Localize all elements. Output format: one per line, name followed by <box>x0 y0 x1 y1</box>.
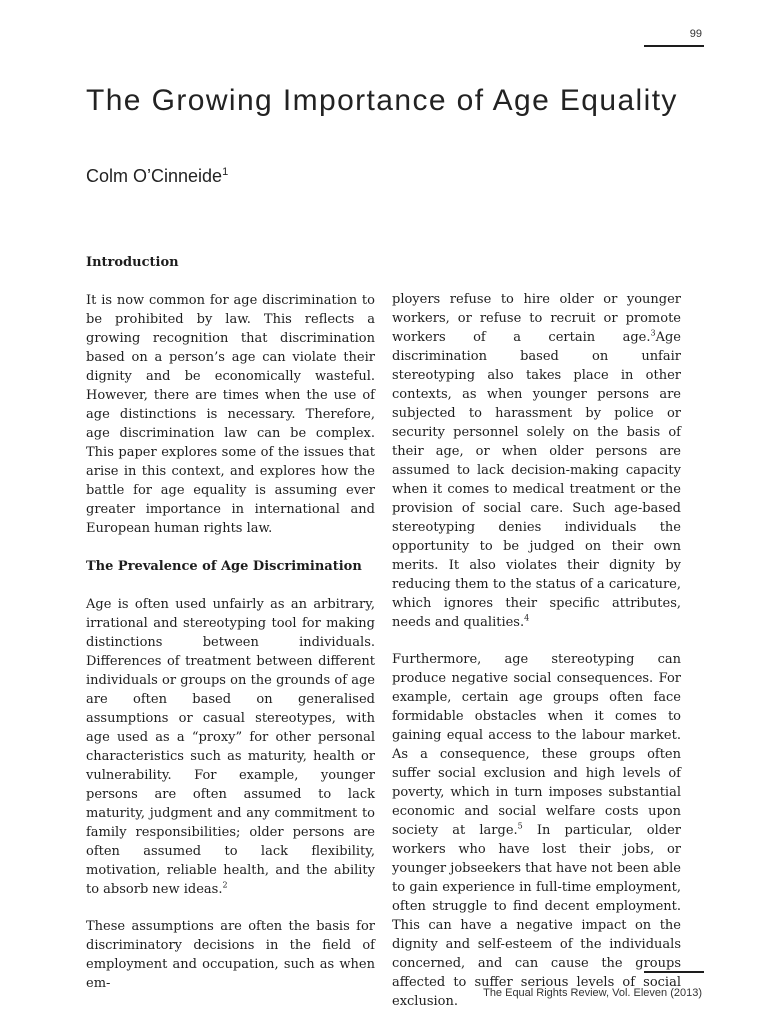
paragraph-prevalence <box>86 595 375 899</box>
paragraph-assumptions: These assumptions are often the basis for discriminatory decisions in the field of employment and occupation, such as when em- <box>86 919 375 991</box>
paragraph-intro: It is now common for age discrimination to be prohibited by law. This reflects a growing recognition that discrimination based on a person’s age can violate their dignity and be economically wasteful. However, there are times when the use of age distinctions is necessary. Therefore, age discrimination law can be complex. This paper explores some of the issues that arise in this context, and explores how the battle for age equality is assuming ever greater importance in international and European human rights law. <box>86 293 375 536</box>
footnote-marker-3: 3 <box>650 328 656 338</box>
heading-prevalence: The Prevalence of Age Discrimination <box>86 559 362 574</box>
paragraph-consequences <box>392 650 681 1011</box>
footnote-marker-2: 2 <box>222 880 228 890</box>
footnote-marker-5: 5 <box>517 821 523 831</box>
heading-introduction: Introduction <box>86 255 179 270</box>
paragraph-stereotyping-text-a: ployers refuse to hire older or younger workers, or refuse to recruit or promote workers of a certain age. <box>392 292 681 345</box>
paragraph-prevalence-text: Age is often used unfairly as an arbitrary, irrational and stereotyping tool for making distinctions between individuals. Differences of treatment between different individuals or groups on the grounds of age are often based on generalised assumptions or casual stereotypes, with age used as a “proxy” for other personal characteristics such as maturity, health or vulnerability. For example, younger persons are often assumed to lack maturity, judgment and any commitment to family responsibilities; older persons are often assumed to lack flexibility, motivation, reliable health, and the ability to absorb new ideas. <box>86 597 375 897</box>
article-author <box>86 166 228 187</box>
paragraph-stereotyping <box>392 290 681 632</box>
footnote-marker-4: 4 <box>524 613 530 623</box>
paragraph-consequences-text-b: In particular, older workers who have lost their jobs, or younger jobseekers that have not been able to gain experience in full-time employment, often struggle to find decent employment. This can have a negative impact on the dignity and self-esteem of the individuals concerned, and can cause the groups affected to suffer serious levels of social exclusion. <box>392 823 681 1009</box>
paragraph-stereotyping-text-b: Age discrimination based on unfair stereotyping also takes place in other contexts, as when younger persons are subjected to harassment by police or security personnel solely on the basis of their age, or when older persons are assumed to lack decision-making capacity when it comes to medical treatment or the provision of social care. Such age-based stereotyping denies individuals the opportunity to be judged on their own merits. It also violates their dignity by reducing them to the status of a caricature, which ignores their specific attributes, needs and qualities. <box>392 330 681 630</box>
author-name: Colm O’Cinneide <box>86 166 223 186</box>
paragraph-consequences-text-a: Furthermore, age stereotyping can produce negative social consequences. For example, certain age groups often face formidable obstacles when it comes to gaining equal access to the labour market. As a consequence, these groups often suffer social exclusion and high levels of poverty, which in turn imposes substantial economic and social welfare costs upon society at large. <box>392 652 681 838</box>
footer-rule <box>644 971 704 973</box>
author-footnote-marker: 1 <box>222 166 229 178</box>
footer-journal: The Equal Rights Review, Vol. Eleven (2013) <box>483 987 702 999</box>
left-column <box>86 253 375 993</box>
article-title: The Growing Importance of Age Equality <box>86 84 678 117</box>
right-column <box>392 290 681 1011</box>
header-rule <box>644 45 704 47</box>
page-number: 99 <box>689 28 702 40</box>
